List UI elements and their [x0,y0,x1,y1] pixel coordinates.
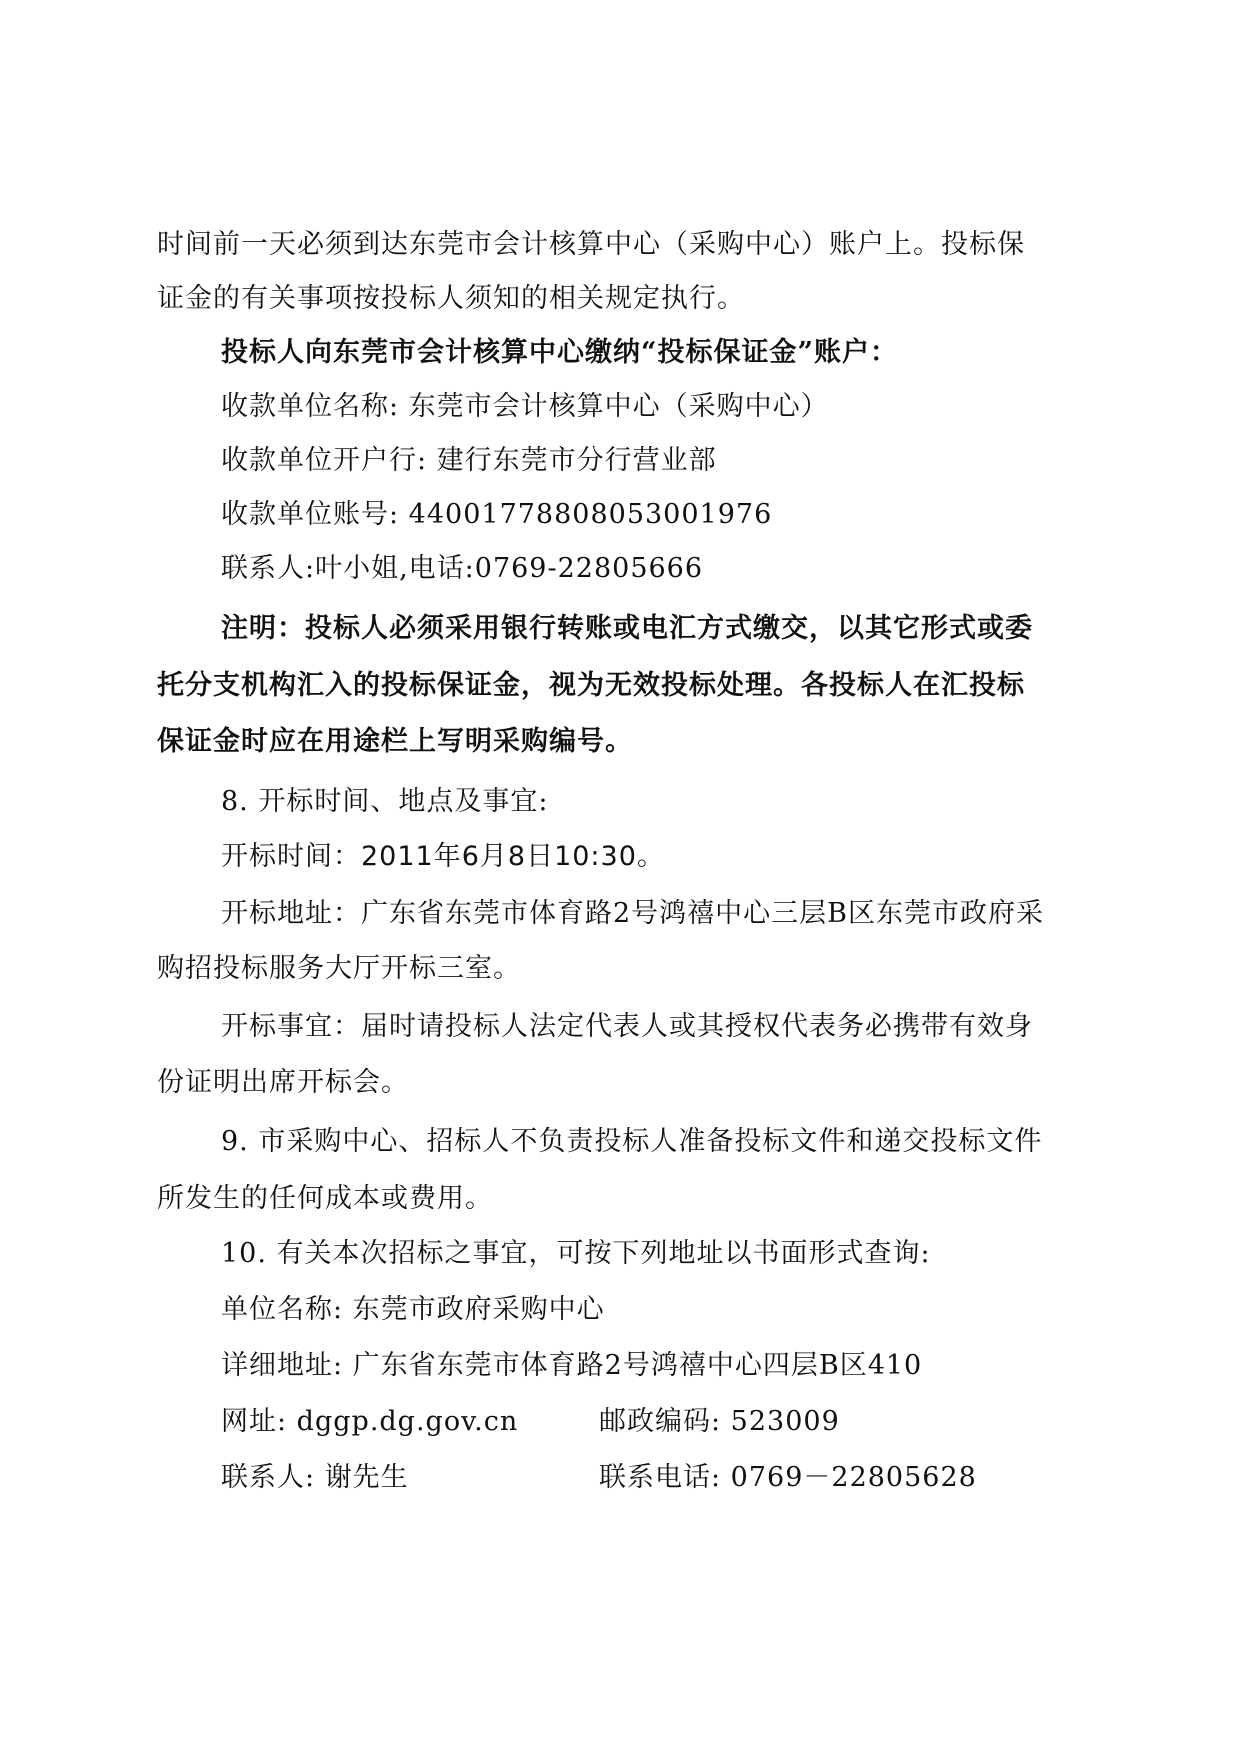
bid-opening-matters-line-1: 开标事宜：届时请投标人法定代表人或其授权代表务必携带有效身 [221,1011,1033,1042]
section-9-line-2: 所发生的任何成本或费用。 [157,1183,493,1214]
bid-opening-address-line-1: 开标地址：广东省东莞市体育路2号鸿禧中心三层B区东莞市政府采 [221,898,1045,929]
inquiry-postcode: 邮政编码: 523009 [599,1406,840,1437]
note-line-1: 注明：投标人必须采用银行转账或电汇方式缴交，以其它形式或委 [221,613,1033,644]
payee-bank: 收款单位开户行: 建行东莞市分行营业部 [221,445,717,476]
note-line-2: 托分支机构汇入的投标保证金，视为无效投标处理。各投标人在汇投标 [157,670,1025,701]
inquiry-address: 详细地址: 广东省东莞市体育路2号鸿禧中心四层B区410 [221,1350,923,1381]
payee-name: 收款单位名称: 东莞市会计核算中心（采购中心） [221,391,829,422]
deposit-account-heading: 投标人向东莞市会计核算中心缴纳“投标保证金”账户： [221,337,899,368]
bid-opening-matters-line-2: 份证明出席开标会。 [157,1067,409,1098]
section-8-heading: 8. 开标时间、地点及事宜: [221,786,549,817]
inquiry-contact: 联系人: 谢先生 [221,1462,409,1493]
note-line-3: 保证金时应在用途栏上写明采购编号。 [157,726,633,757]
section-10-heading: 10. 有关本次招标之事宜，可按下列地址以书面形式查询: [221,1238,931,1269]
account-contact: 联系人:叶小姐,电话:0769-22805666 [221,553,704,584]
deposit-paragraph-line-2: 证金的有关事项按投标人须知的相关规定执行。 [157,283,745,314]
inquiry-unit-name: 单位名称: 东莞市政府采购中心 [221,1294,605,1325]
section-9-line-1: 9. 市采购中心、招标人不负责投标人准备投标文件和递交投标文件 [221,1126,1043,1157]
deposit-paragraph-line-1: 时间前一天必须到达东莞市会计核算中心（采购中心）账户上。投标保 [157,229,1025,260]
payee-account-number: 收款单位账号: 44001778808053001976 [221,499,773,530]
inquiry-website: 网址: dggp.dg.gov.cn [221,1406,519,1437]
inquiry-phone: 联系电话: 0769－22805628 [599,1462,977,1493]
bid-opening-address-line-2: 购招投标服务大厅开标三室。 [157,953,521,984]
bid-opening-time: 开标时间：2011年6月8日10:30。 [221,841,665,872]
